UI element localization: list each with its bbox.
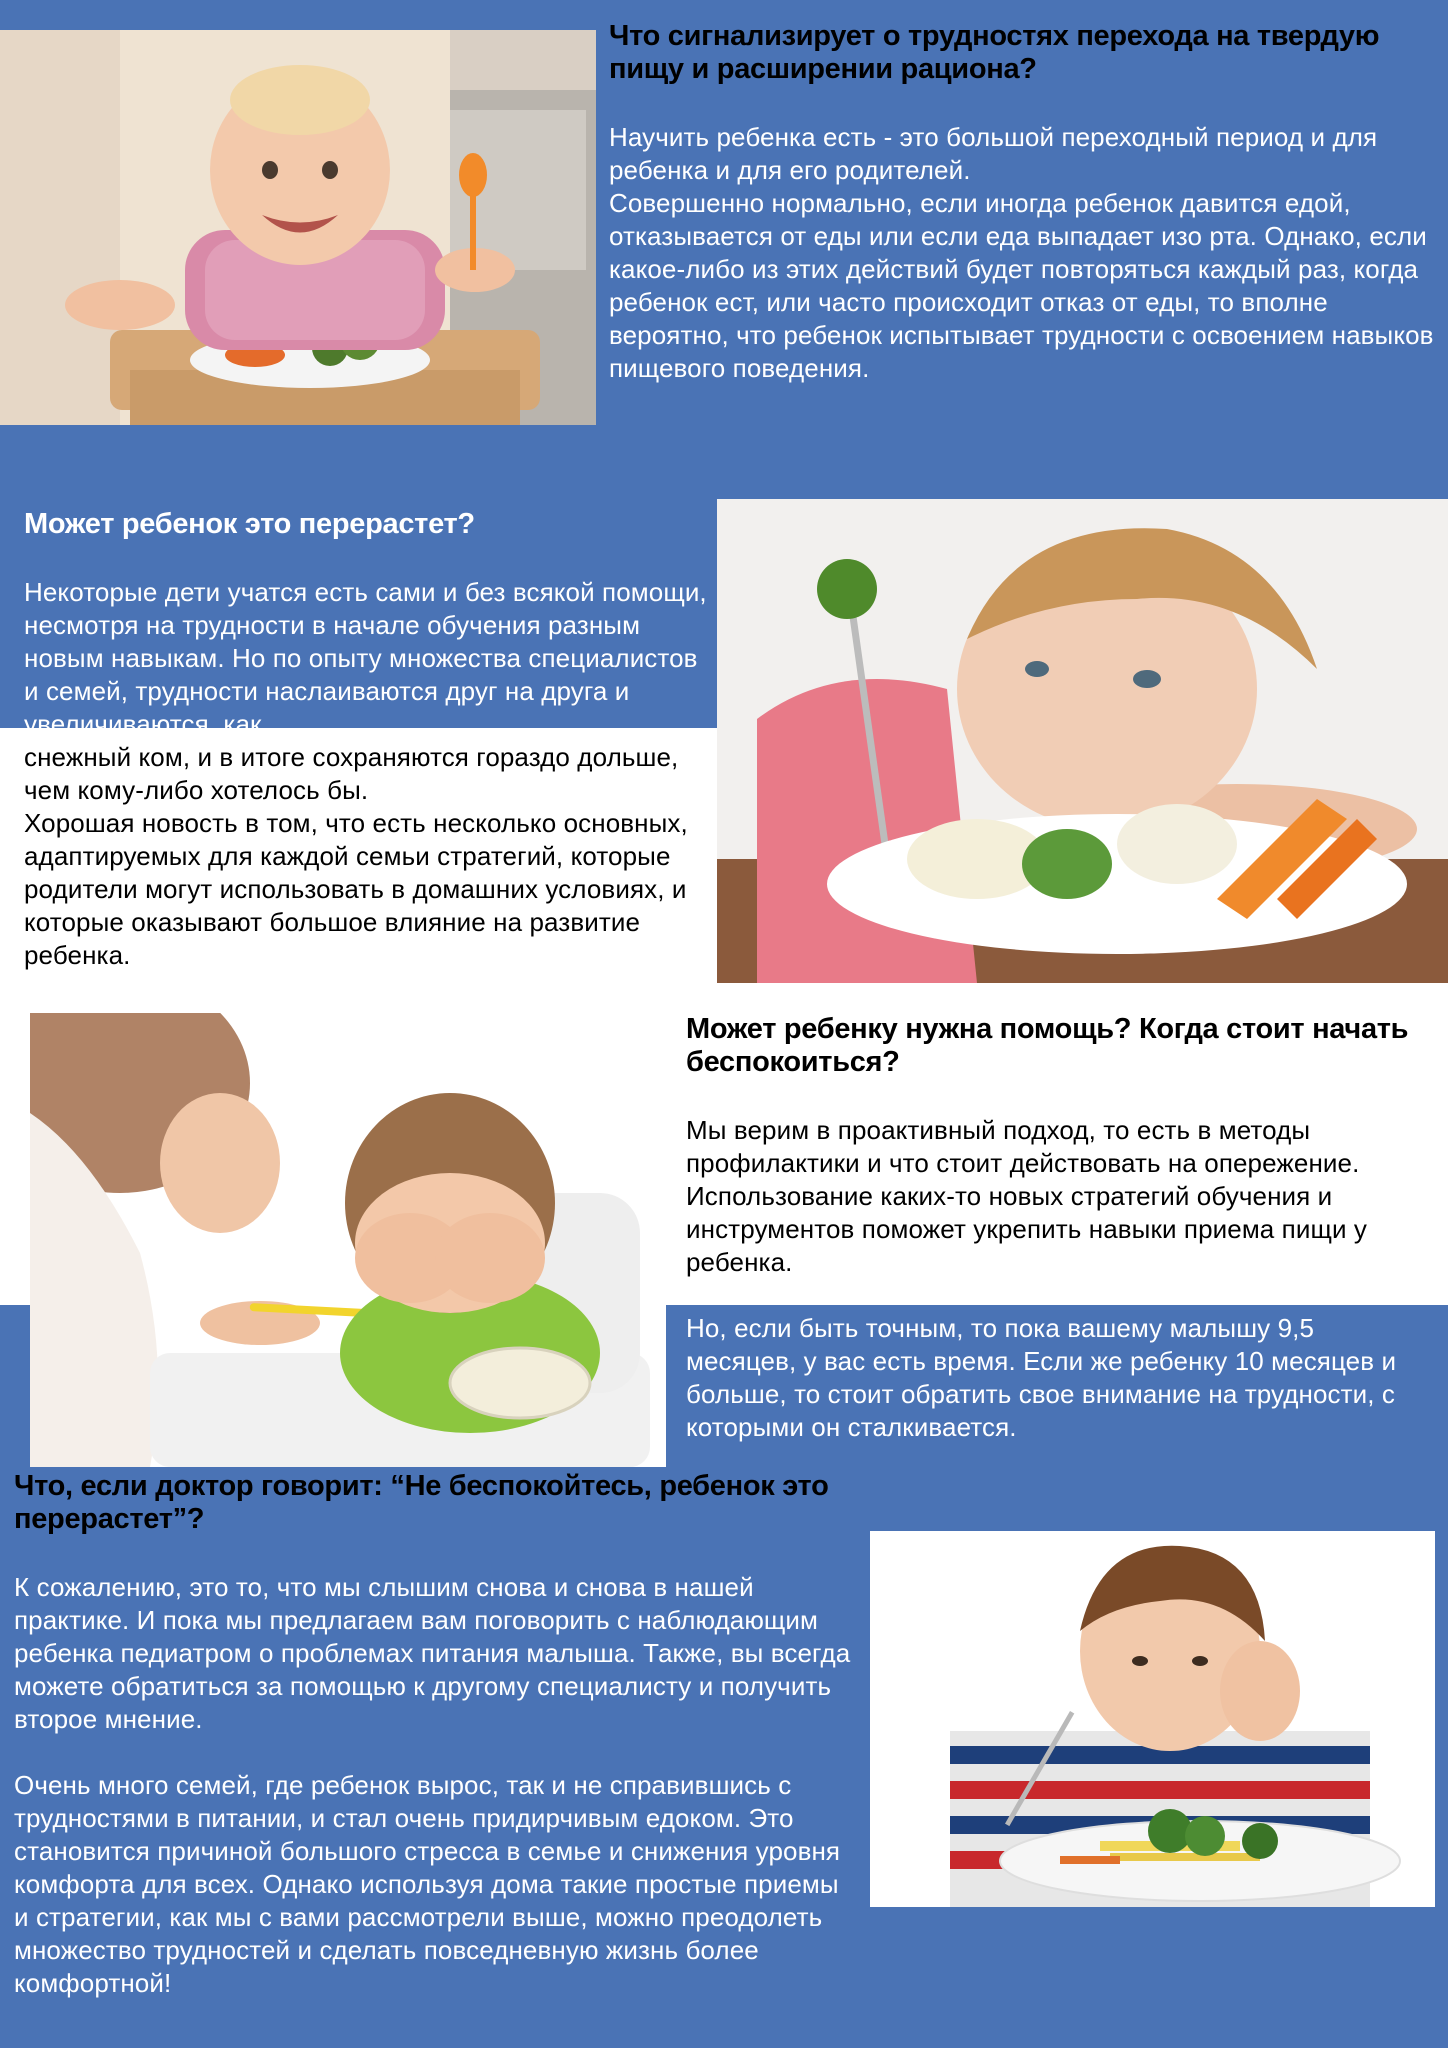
section-1-title: Что сигнализирует о трудностях перехода на твердую пищу и расширении рациона? — [609, 20, 1380, 85]
section-2-paragraph-3: Хорошая новость в том, что есть несколько основных, адаптируемых для каждой семьи стратегий, которые родители могут использовать в домашних условиях, и которые оказывают большое влияние на развитие ребенка. — [24, 808, 688, 970]
section-2-paragraph-1: Некоторые дети учатся есть сами и без всякой помощи, несмотря на трудности в начале обучения разным новым навыкам. Но по опыту множества специалистов и семей, трудности наслаиваются друг на друга и увеличиваются, как — [24, 577, 707, 739]
section-1-paragraph-1: Научить ребенка есть - это большой переходный период и для ребенка и для его родителей. — [609, 122, 1378, 185]
section-4-title: Что, если доктор говорит: “Не беспокойтесь, ребенок это перерастет”? — [14, 1470, 829, 1535]
section-2-paragraph-2: снежный ком, и в итоге сохраняются гораздо дольше, чем кому-либо хотелось бы. — [24, 742, 679, 805]
section-4-paragraph-1: К сожалению, это то, что мы слышим снова и снова в нашей практике. И пока мы предлагаем вам поговорить с наблюдающим ребенка педиатром о проблемах питания малыша. Также, вы всегда можете обратиться за помощью к другому специалисту и получить второе мнение. — [14, 1572, 851, 1734]
section-4 — [14, 1470, 854, 2000]
section-3 — [686, 1013, 1426, 1444]
section-2-title: Может ребенок это перерастет? — [24, 508, 475, 540]
section-1-paragraph-2: Совершенно нормально, если иногда ребенок давится едой, отказывается от еды или если еда выпадает изо рта. Однако, если какое-либо из этих действий будет повторяться каждый раз, когда ребенок ест, или часто происходит отказ от еды, то вполне вероятно, что ребенок испытывает трудности с освоением навыков пищевого поведения. — [609, 188, 1434, 383]
section-2 — [24, 508, 714, 972]
section-3-paragraph-2: Но, если быть точным, то пока вашему малышу 9,5 месяцев, у вас есть время. Если же ребенку 10 месяцев и больше, то стоит обратить свое внимание на трудности, с которыми он сталкивается. — [686, 1313, 1397, 1442]
toddler-covering-face-photo — [30, 1013, 666, 1467]
section-3-paragraph-1: Мы верим в проактивный подход, то есть в методы профилактики и что стоит действовать на опережение. Использование каких-то новых стратегий обучения и инструментов поможет укрепить навыки приема пищи у ребенка. — [686, 1115, 1368, 1277]
bored-boy-plate-photo — [717, 499, 1448, 983]
section-4-paragraph-2: Очень много семей, где ребенок вырос, так и не справившись с трудностями в питании, и стал очень придирчивым едоком. Это становится причиной большого стресса в семье и снижения уровня комфорта для всех. Однако используя дома такие простые приемы и стратегии, как мы с вами рассмотрели выше, можно преодолеть множество трудностей и сделать повседневную жизнь более комфортной! — [14, 1770, 841, 1998]
baby-high-chair-photo — [0, 30, 596, 425]
section-1 — [609, 20, 1439, 385]
section-3-title: Может ребенку нужна помощь? Когда стоит начать беспокоиться? — [686, 1013, 1409, 1078]
sad-boy-vegetables-photo — [870, 1531, 1435, 1907]
